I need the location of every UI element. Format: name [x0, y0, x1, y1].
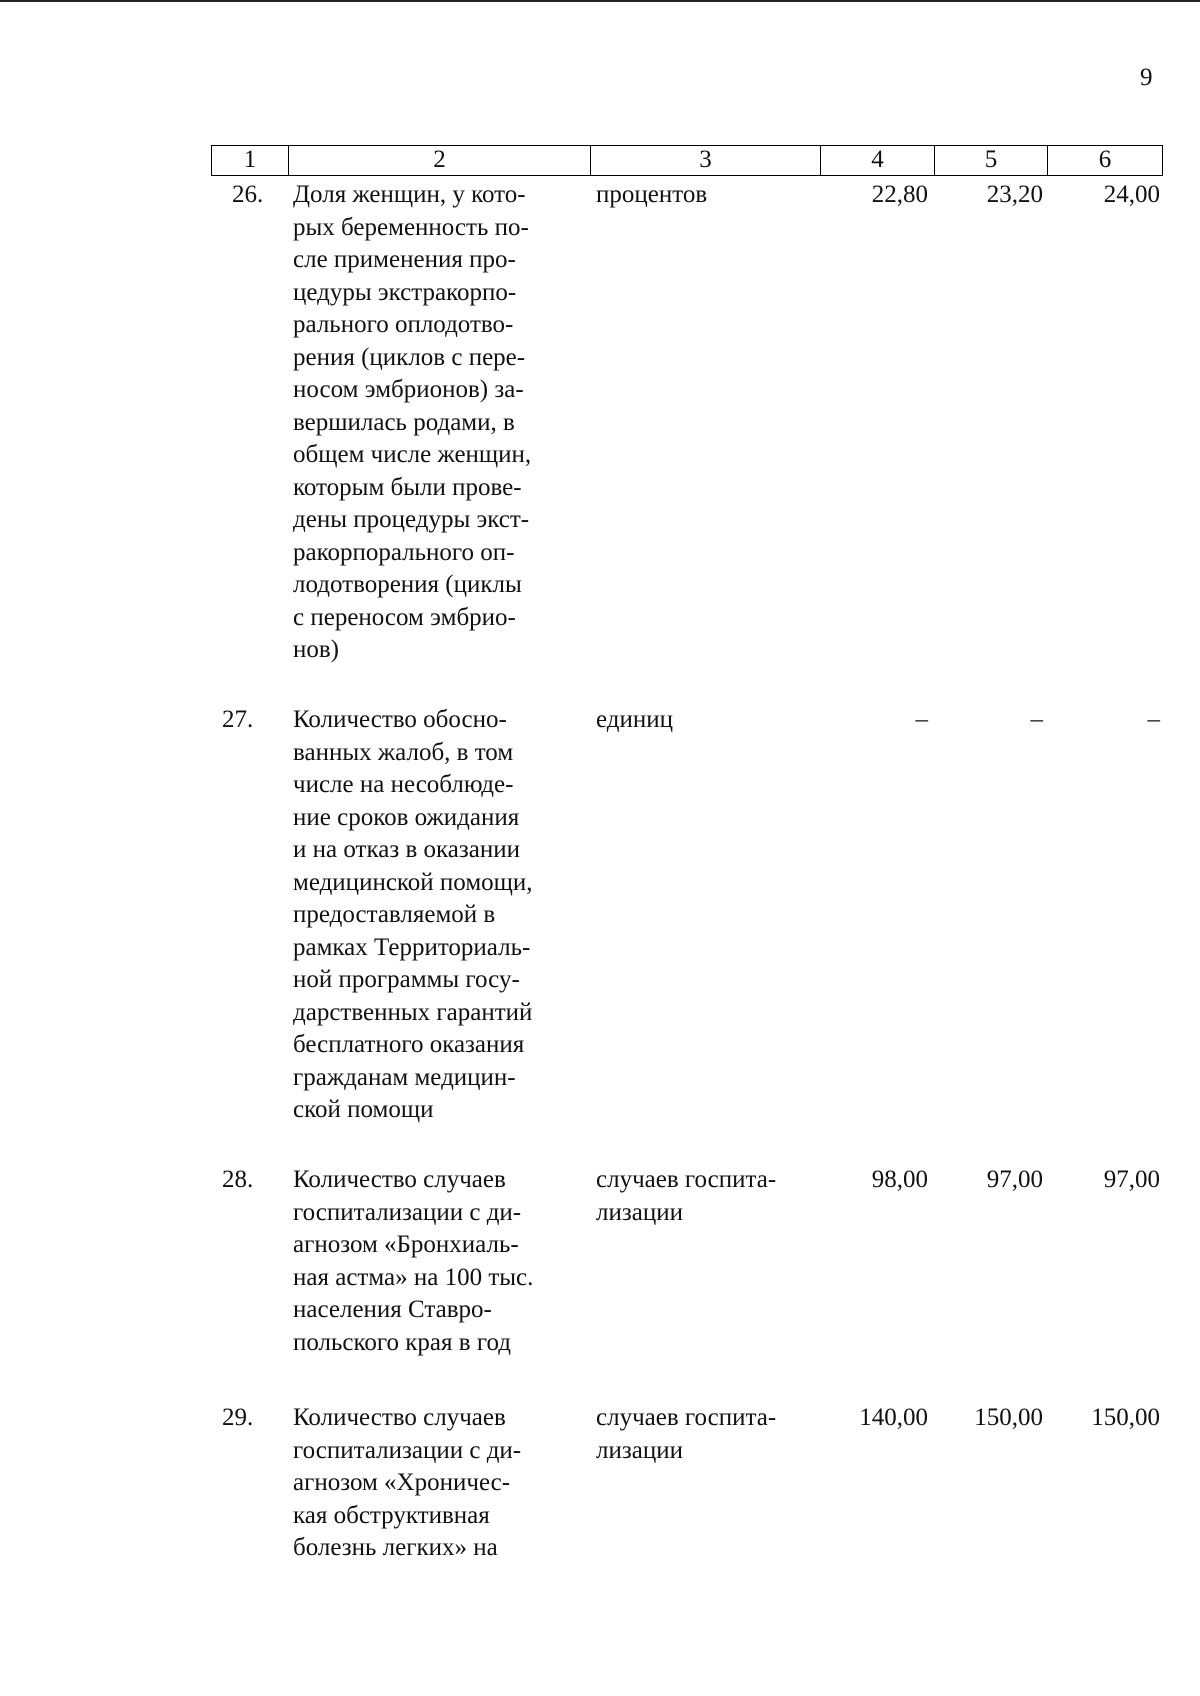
- value-col-4: 140,00: [859, 1404, 928, 1431]
- value-col-6: –: [1147, 706, 1160, 733]
- value-col-5: 97,00: [986, 1166, 1043, 1193]
- page-number: 9: [1140, 64, 1153, 91]
- value-col-5: 150,00: [974, 1404, 1043, 1431]
- value-col-4: 22,80: [871, 181, 928, 208]
- value-col-6: 24,00: [1103, 181, 1160, 208]
- unit-text: случаев госпита- лизации: [596, 1404, 777, 1464]
- row-number: 27.: [222, 706, 254, 733]
- unit-text: процентов: [596, 181, 708, 208]
- value-col-4: 98,00: [871, 1166, 928, 1193]
- header-col-5: 5: [935, 146, 1048, 175]
- header-col-2: 2: [289, 146, 591, 175]
- indicator-text: Доля женщин, у кото- рых беременность по- сле применения про- цедуры экстракорпо- рального оплодотво- рения (циклов с пере- носом эмбрионов) за- вершилась родами, в общем числе женщин, которым были прове- дены процедуры экст- ракорпорального оп- лодотворения (циклы с переносом эмбрио- нов): [293, 181, 532, 663]
- row-number: 29.: [222, 1404, 254, 1431]
- indicator-text: Количество обосно- ванных жалоб, в том числе на несоблюде- ние сроков ожидания и на отказ в оказании медицинской помощи, предоставляемой в рамках Территориаль- ной программы госу- дарственных гарантий бесплатного оказания гражданам медицин- ской помощи: [293, 706, 533, 1123]
- header-col-1: 1: [212, 146, 289, 175]
- value-col-6: 97,00: [1103, 1166, 1160, 1193]
- header-col-3: 3: [591, 146, 821, 175]
- indicator-text: Количество случаев госпитализации с ди- агнозом «Бронхиаль- ная астма» на 100 тыс. населения Ставро- польского края в год: [293, 1166, 534, 1356]
- unit-text: случаев госпита- лизации: [596, 1166, 777, 1226]
- top-rule: [0, 0, 1200, 2]
- unit-text: единиц: [596, 706, 674, 733]
- value-col-5: 23,20: [986, 181, 1043, 208]
- row-number: 28.: [222, 1166, 254, 1193]
- value-col-5: –: [1030, 706, 1043, 733]
- row-number: 26.: [232, 181, 264, 208]
- value-col-6: 150,00: [1091, 1404, 1160, 1431]
- header-col-6: 6: [1098, 146, 1112, 173]
- table-header: [211, 145, 1163, 176]
- indicator-text: Количество случаев госпитализации с ди- агнозом «Хроничес- кая обструктивная болезнь легких» на: [293, 1404, 522, 1561]
- value-col-4: –: [915, 706, 928, 733]
- header-col-4: 4: [821, 146, 935, 175]
